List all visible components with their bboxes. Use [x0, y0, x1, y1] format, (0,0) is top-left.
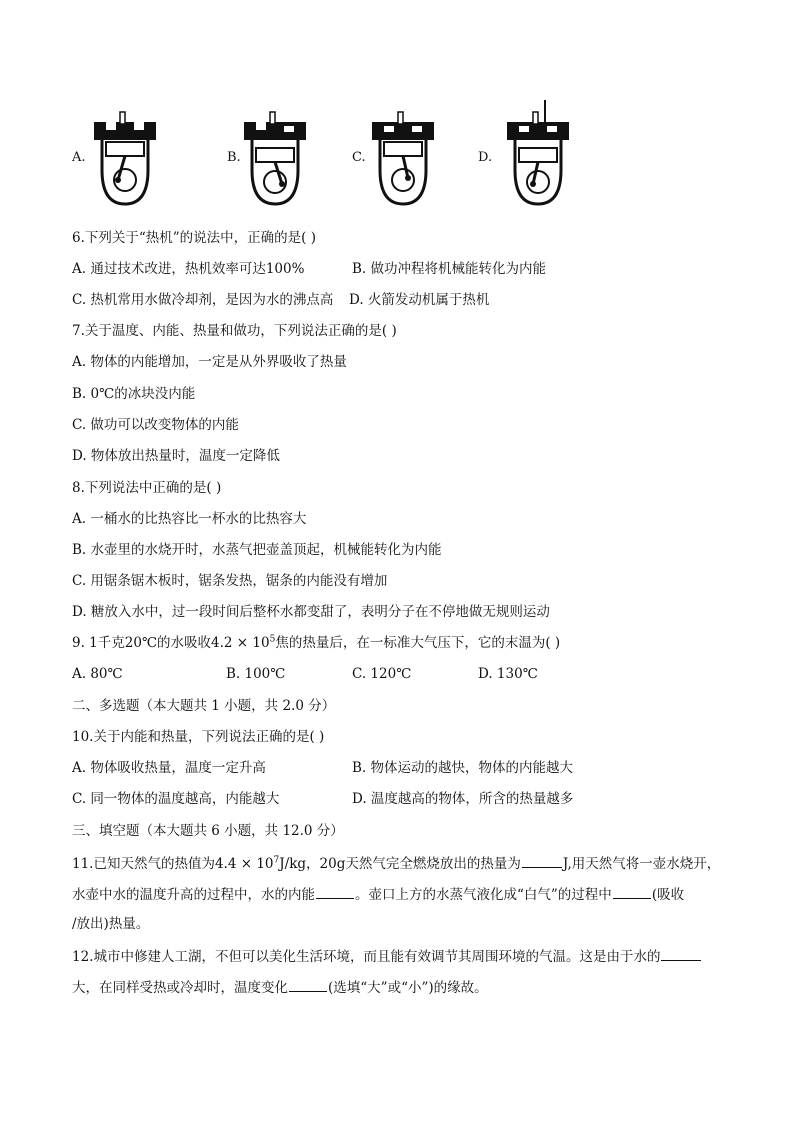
section-heading-multiple-choice: 二、多选题（本大题共 1 小题，共 2.0 分）	[72, 698, 336, 714]
q12-line-2	[72, 977, 488, 997]
q11-text-1b: J/kg，20g天然气完全燃烧放出的热量为	[279, 856, 521, 872]
q8-option-b: B. 水壶里的水烧开时，水蒸气把壶盖顶起，机械能转化为内能	[72, 542, 442, 558]
q11-line-1	[72, 853, 720, 873]
engine-stroke-c-icon	[370, 108, 436, 208]
engine-stroke-a-icon	[92, 108, 158, 208]
q12-blank-1[interactable]	[661, 946, 701, 961]
section-heading-fill-in: 三、填空题（本大题共 6 小题，共 12.0 分）	[72, 823, 344, 839]
q11-blank-2[interactable]	[316, 884, 354, 899]
option-d-label: D.	[478, 150, 493, 165]
q9-option-c: C. 120℃	[352, 666, 412, 682]
option-a-label: A.	[72, 150, 86, 165]
q11-text-2a: 水壶中水的温度升高的过程中，水的内能	[72, 887, 315, 903]
q9-stem-pre: 9. 1千克20℃的水吸收4.2 × 10	[72, 635, 270, 651]
option-c-label: C.	[352, 150, 366, 165]
q11-exponent: 7	[273, 855, 280, 866]
engine-stroke-b-icon	[242, 108, 308, 208]
q7-stem: 7.关于温度、内能、热量和做功，下列说法正确的是( )	[72, 323, 397, 339]
q12-text-2b: (选填“大”或“小”)的缘故。	[328, 980, 488, 996]
q9-stem	[72, 634, 560, 652]
q11-blank-3[interactable]	[613, 884, 651, 899]
q10-stem: 10.关于内能和热量，下列说法正确的是( )	[72, 729, 325, 745]
q9-option-d: D. 130℃	[478, 666, 538, 682]
q11-text-2c: (吸收	[651, 887, 685, 903]
q8-option-a: A. 一桶水的比热容比一杯水的比热容大	[72, 511, 307, 527]
q11-text-1a: 11.已知天然气的热值为4.4 × 10	[72, 856, 274, 872]
q11-text-2b: 。壶口上方的水蒸气液化成“白气”的过程中	[355, 887, 612, 903]
q12-text-2a: 大，在同样受热或冷却时，温度变化	[72, 980, 288, 996]
q8-option-d: D. 糖放入水中，过一段时间后整杯水都变甜了，表明分子在不停地做无规则运动	[72, 604, 550, 620]
q9-option-a: A. 80℃	[72, 666, 123, 682]
q10-option-c: C. 同一物体的温度越高，内能越大	[72, 791, 280, 807]
q6-option-a: A. 通过技术改进，热机效率可达100%	[72, 261, 305, 277]
q10-option-b: B. 物体运动的越快，物体的内能越大	[352, 760, 574, 776]
q10-option-d: D. 温度越高的物体，所含的热量越多	[352, 791, 574, 807]
q9-stem-post: 焦的热量后，在一标准大气压下，它的末温为( )	[275, 635, 561, 651]
q11-text-1c: J,用天然气将一壶水烧开，	[562, 856, 721, 872]
q6-option-c: C. 热机常用水做冷却剂，是因为水的沸点高	[72, 292, 334, 308]
q12-line-1	[72, 946, 702, 966]
q10-option-a: A. 物体吸收热量，温度一定升高	[72, 760, 266, 776]
q12-blank-2[interactable]	[289, 977, 327, 992]
q7-option-d: D. 物体放出热量时，温度一定降低	[72, 448, 280, 464]
q7-option-b: B. 0℃的冰块没内能	[72, 386, 196, 402]
q11-line-3: /放出)热量。	[72, 916, 150, 932]
q6-option-b: B. 做功冲程将机械能转化为内能	[352, 261, 547, 277]
q12-text-1a: 12.城市中修建人工湖，不但可以美化生活环境，而且能有效调节其周围环境的气温。这是由于水的	[72, 949, 661, 965]
q7-option-a: A. 物体的内能增加，一定是从外界吸收了热量	[72, 354, 347, 370]
q8-stem: 8.下列说法中正确的是( )	[72, 480, 222, 496]
q11-line-2	[72, 884, 684, 904]
q6-option-d: D. 火箭发动机属于热机	[349, 292, 490, 308]
q6-stem: 6.下列关于“热机”的说法中，正确的是( )	[72, 230, 317, 246]
q7-option-c: C. 做功可以改变物体的内能	[72, 417, 239, 433]
q8-option-c: C. 用锯条锯木板时，锯条发热，锯条的内能没有增加	[72, 573, 388, 589]
engine-stroke-d-icon	[505, 100, 571, 208]
q11-blank-1[interactable]	[522, 853, 562, 868]
q9-option-b: B. 100℃	[226, 666, 286, 682]
q9-stem-exponent: 5	[269, 634, 276, 645]
option-b-label: B.	[227, 150, 241, 165]
